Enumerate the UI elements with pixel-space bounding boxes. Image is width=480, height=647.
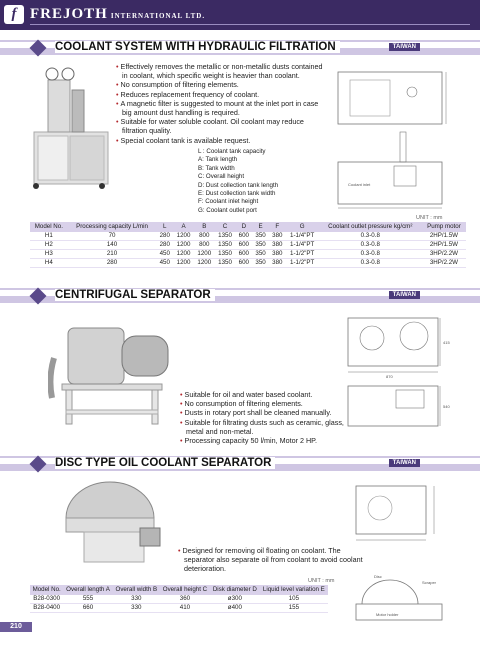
feature-bullet: • Suitable for oil and water based coolant. <box>180 390 358 399</box>
coolant-features <box>116 62 326 145</box>
brand-logo: f <box>4 5 24 24</box>
table-header-cell: Disk diameter D <box>210 585 260 595</box>
dimension-label: 415 <box>443 340 450 345</box>
table-cell: 360 <box>160 595 210 604</box>
section-header-disc <box>0 456 480 474</box>
table-cell: 3HP/2.2W <box>422 259 466 268</box>
section-title: CENTRIFUGAL SEPARATOR <box>55 289 215 301</box>
table-cell: 0.3-0.8 <box>319 232 422 241</box>
legend-item: D: Dust collection tank length <box>198 181 279 189</box>
feature-bullet: • A magnetic filter is suggested to mount at the inlet port in case big amount dust handling is required. <box>116 99 326 117</box>
table-cell: ø300 <box>210 595 260 604</box>
disc-features <box>178 546 368 574</box>
feature-bullet: • Dusts in rotary port shall be cleaned manually. <box>180 408 358 417</box>
centrifugal-technical-drawing <box>342 312 454 430</box>
section-title: DISC TYPE OIL COOLANT SEPARATOR <box>55 457 275 469</box>
unit-label: UNIT : mm <box>308 578 335 584</box>
table-cell: 1350 <box>215 259 236 268</box>
table-cell: B28-0400 <box>30 603 63 612</box>
table-cell: 410 <box>160 603 210 612</box>
table-cell: 380 <box>269 259 286 268</box>
brand-subtitle: INTERNATIONAL LTD. <box>110 12 206 20</box>
table-cell: 1-1/4"PT <box>286 232 319 241</box>
drawing-label: Motor holder <box>376 612 399 617</box>
table-header-cell: L <box>156 222 173 232</box>
table-header-cell: Liquid level variation E <box>260 585 328 595</box>
table-header-cell: Overall length A <box>63 585 112 595</box>
table-cell: 380 <box>269 249 286 258</box>
table-cell: 0.3-0.8 <box>319 259 422 268</box>
header-divider <box>30 24 470 25</box>
legend-item: F: Coolant inlet height <box>198 198 259 206</box>
table-cell: ø400 <box>210 603 260 612</box>
table-cell: 660 <box>63 603 112 612</box>
table-cell: 155 <box>260 603 328 612</box>
table-cell: 1200 <box>173 240 194 249</box>
country-tag: TAIWAN <box>389 291 420 299</box>
table-header-cell: Model No. <box>30 222 68 232</box>
table-cell: 600 <box>235 259 252 268</box>
drawing-label: Coolant inlet <box>348 182 371 187</box>
table-header-cell: Model No. <box>30 585 63 595</box>
table-cell: 1200 <box>173 249 194 258</box>
table-cell: 1200 <box>194 259 215 268</box>
table-header-cell: Processing capacity L/min <box>68 222 157 232</box>
dimension-label: 540 <box>443 404 450 409</box>
table-cell: 1200 <box>173 232 194 241</box>
table-row <box>30 603 328 612</box>
table-cell: 600 <box>235 240 252 249</box>
table-cell: 2HP/1.5W <box>422 232 466 241</box>
table-cell: 600 <box>235 232 252 241</box>
feature-bullet: • Effectively removes the metallic or non-metallic dusts contained in coolant, which specific weight is heavier than coolant. <box>116 62 326 80</box>
table-cell: 1200 <box>173 259 194 268</box>
table-cell: 1-1/4"PT <box>286 240 319 249</box>
table-cell: 70 <box>68 232 157 241</box>
feature-bullet: • Suitable for water soluble coolant. Oil coolant may reduce filtration quality. <box>116 117 326 135</box>
country-tag: TAIWAN <box>389 43 420 51</box>
legend-item: A: Tank length <box>198 156 238 164</box>
feature-bullet: • Special coolant tank is available request. <box>116 136 326 145</box>
centrifugal-features <box>180 390 358 445</box>
table-cell: 1350 <box>215 249 236 258</box>
table-cell: 280 <box>68 259 157 268</box>
table-cell: 350 <box>252 240 269 249</box>
legend-item: B: Tank width <box>198 164 235 172</box>
table-cell: H1 <box>30 232 68 241</box>
section-title: COOLANT SYSTEM WITH HYDRAULIC FILTRATION <box>55 41 340 53</box>
table-cell: 800 <box>194 232 215 241</box>
table-header-cell: C <box>215 222 236 232</box>
table-cell: 210 <box>68 249 157 258</box>
table-header-cell: D <box>235 222 252 232</box>
table-header-cell: Overall height C <box>160 585 210 595</box>
disc-separator-photo <box>56 478 166 570</box>
legend-item: C: Overall height <box>198 173 245 181</box>
feature-bullet: • No consumption of filtering elements. <box>180 399 358 408</box>
drawing-label: Disc <box>374 574 382 579</box>
dimension-legend <box>198 148 328 215</box>
table-header-cell: Coolant outlet pressure kg/cm² <box>319 222 422 232</box>
coolant-technical-drawing <box>330 62 454 212</box>
table-cell: 2HP/1.5W <box>422 240 466 249</box>
table-cell: 330 <box>113 595 160 604</box>
disc-side-drawing <box>348 568 458 626</box>
table-cell: H2 <box>30 240 68 249</box>
dimension-label: 870 <box>386 374 393 379</box>
table-cell: 280 <box>156 232 173 241</box>
feature-bullet: • Designed for removing oil floating on coolant. The separator also separate oil from coolant to avoid coolant deterioration. <box>178 546 368 574</box>
table-cell: B28-0300 <box>30 595 63 604</box>
section-header-coolant <box>0 40 480 58</box>
centrifugal-separator-photo <box>48 318 180 428</box>
table-cell: 140 <box>68 240 157 249</box>
table-cell: 380 <box>269 232 286 241</box>
table-cell: 3HP/2.2W <box>422 249 466 258</box>
table-header-cell: Overall width B <box>113 585 160 595</box>
table-cell: 450 <box>156 259 173 268</box>
table-header-cell: Pump motor <box>422 222 466 232</box>
table-cell: 0.3-0.8 <box>319 249 422 258</box>
table-row <box>30 232 466 241</box>
table-cell: 350 <box>252 259 269 268</box>
feature-bullet: • Reduces replacement frequency of coolant. <box>116 90 326 99</box>
table-cell: 1200 <box>194 249 215 258</box>
table-row <box>30 259 466 268</box>
table-row <box>30 595 328 604</box>
legend-item: G: Coolant outlet port <box>198 206 257 214</box>
table-cell: 1-1/2"PT <box>286 259 319 268</box>
table-cell: 330 <box>113 603 160 612</box>
table-cell: 1350 <box>215 240 236 249</box>
table-cell: 0.3-0.8 <box>319 240 422 249</box>
table-header-cell: G <box>286 222 319 232</box>
disc-spec-table <box>30 585 328 613</box>
table-cell: H4 <box>30 259 68 268</box>
page-number: 210 <box>0 622 32 632</box>
coolant-system-photo <box>30 60 112 195</box>
table-header-cell: A <box>173 222 194 232</box>
country-tag: TAIWAN <box>389 459 420 467</box>
table-header-cell: E <box>252 222 269 232</box>
table-cell: 600 <box>235 249 252 258</box>
table-cell: 1-1/2"PT <box>286 249 319 258</box>
brand-name: FREJOTH INTERNATIONAL LTD. <box>30 6 206 22</box>
feature-bullet: • Suitable for filtrating dusts such as ceramic, glass, metal and non-metal. <box>180 418 358 436</box>
table-row <box>30 240 466 249</box>
table-cell: 555 <box>63 595 112 604</box>
table-cell: 380 <box>269 240 286 249</box>
feature-bullet: • Processing capacity 50 l/min, Motor 2 HP. <box>180 436 358 445</box>
unit-label: UNIT : mm <box>416 215 443 221</box>
coolant-spec-table <box>30 222 466 268</box>
table-cell: 350 <box>252 232 269 241</box>
table-cell: 105 <box>260 595 328 604</box>
table-cell: 800 <box>194 240 215 249</box>
drawing-label: Scraper <box>422 580 437 585</box>
section-header-centrifugal <box>0 288 480 306</box>
table-header-cell: B <box>194 222 215 232</box>
table-cell: 450 <box>156 249 173 258</box>
table-cell: H3 <box>30 249 68 258</box>
legend-item: E: Dust collection tank width <box>198 190 276 198</box>
table-cell: 1350 <box>215 232 236 241</box>
feature-bullet: • No consumption of filtering elements. <box>116 80 326 89</box>
table-cell: 350 <box>252 249 269 258</box>
legend-item: L : Coolant tank capacity <box>198 148 266 155</box>
table-row <box>30 249 466 258</box>
table-cell: 280 <box>156 240 173 249</box>
table-header-cell: F <box>269 222 286 232</box>
